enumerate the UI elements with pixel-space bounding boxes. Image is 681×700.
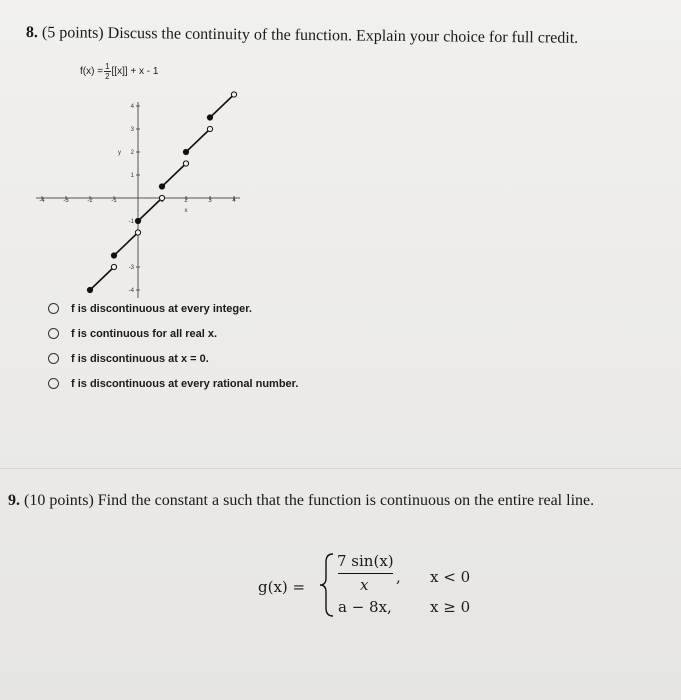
left-brace-icon [318,552,336,618]
function-graph [24,88,264,294]
open-endpoint [111,264,116,269]
fraction-bar [338,573,393,574]
option-1[interactable] [48,296,298,321]
radio-button[interactable] [48,303,59,314]
closed-endpoint [207,115,212,120]
graph-segment [138,198,162,221]
radio-button[interactable] [48,378,59,389]
formula-fraction [104,62,110,81]
x-tick-label: -4 [39,198,45,204]
question-9-number: 9. [8,492,20,509]
graph-segment [186,129,210,152]
formula-rhs: [[x]] + x - 1 [111,66,159,77]
question-8-header [26,24,578,48]
y-tick-label: 1 [130,173,134,179]
closed-endpoint [159,184,164,189]
question-9-prompt: Find the constant a such that the function is continuous on the entire real line. [97,492,595,509]
option-2-label: f is continuous for all real x. [71,327,218,340]
question-8-points: (5 points) [41,24,104,42]
closed-endpoint [111,253,116,258]
option-3[interactable] [48,346,298,371]
y-tick-label: 3 [130,127,134,133]
section-divider [0,468,681,469]
open-endpoint [159,195,164,200]
formula-frac-den: 2 [105,72,110,81]
x-tick-label: -3 [63,198,69,204]
x-tick-label: 2 [184,198,188,204]
answer-options [48,296,298,396]
option-4-label: f is discontinuous at every rational number. [71,377,299,390]
y-axis-label: y [118,150,121,156]
open-endpoint [207,126,212,131]
case-1-numerator: 7 sin(x) [337,552,394,570]
question-9-points: (10 points) [24,492,94,509]
y-tick-label: -3 [128,265,134,271]
radio-button[interactable] [48,353,59,364]
graph-segment [162,164,186,187]
x-tick-label: 4 [232,198,236,204]
y-tick-label: 4 [130,104,134,110]
function-formula [80,62,158,81]
closed-endpoint [87,287,92,292]
x-tick-label: -2 [87,198,93,204]
graph-segment [90,267,114,290]
graph-segment [114,233,138,256]
formula-lhs: f(x) = [80,66,104,77]
formula-frac-num: 1 [105,62,110,71]
open-endpoint [183,161,188,166]
option-1-label: f is discontinuous at every integer. [71,302,252,315]
case-1-comma: , [396,568,401,586]
option-2[interactable] [48,321,298,346]
y-tick-label: 2 [130,150,134,156]
x-axis-label: x [184,208,188,214]
closed-endpoint [183,149,188,154]
x-tick-label: -1 [111,198,117,204]
option-4[interactable] [48,371,298,396]
question-8-number: 8. [25,24,38,42]
option-3-label: f is discontinuous at x = 0. [71,352,209,365]
x-tick-label: 3 [208,198,212,204]
graph-segment [210,95,234,118]
piecewise-lhs: g(x) = [258,578,306,596]
question-9-header [8,492,594,510]
case-2-condition: x ≥ 0 [430,598,471,616]
y-tick-label: -4 [128,288,134,294]
y-tick-label: -1 [128,219,134,225]
case-1-denominator: x [360,576,369,594]
radio-button[interactable] [48,328,59,339]
case-2-expression: a − 8x, [338,598,392,616]
open-endpoint [231,92,236,97]
open-endpoint [135,230,140,235]
question-8-prompt: Discuss the continuity of the function. Explain your choice for full credit. [107,24,579,47]
case-1-condition: x < 0 [430,568,471,586]
closed-endpoint [135,218,140,223]
